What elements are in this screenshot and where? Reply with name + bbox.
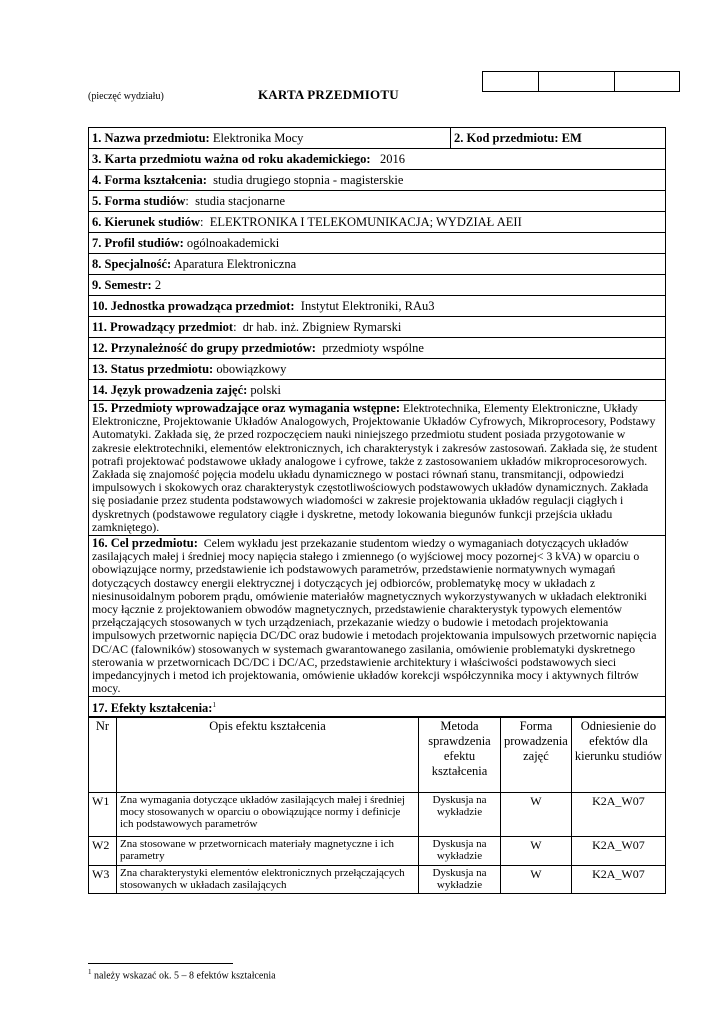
- row-prerequisites: [89, 401, 665, 536]
- page-title: KARTA PRZEDMIOTU: [258, 87, 399, 102]
- outcome-method: Dyskusja na wykładzie: [419, 865, 501, 893]
- outcome-reference: K2A_W07: [571, 836, 665, 865]
- lecturer-label: 11. Prowadzący przedmiot: [92, 320, 234, 334]
- course-goal-text: Celem wykładu jest przekazanie studentom wiedzy o wymaganiach dotyczących układów zasilających małej i średniej mocy napięcia stałego i zmiennego (o wyjściowej mocy pozornej< 3 kVA) w oparciu o obowiązujące normy, przedstawienie ich podstawowych parametrów, przedstawienie normatywnych wymagań dotyczących dostawcy energii elektrycznej i dotyczących jej odbiorców, problematykę mocy w układach z niesinusoidalnym poborem prądu, omówienie materiałów magnetycznych wykorzystywanych w układach elektroniki mocy łącznie z projektowaniem obwodów magnetycznych, przedstawienie charakterystyk typowych elementów przełączających stosowanych w tych urządzeniach, przekazanie wiedzy o budowie i metodach projektowania impulsowych przetwornic napięcia DC/DC oraz budowie i metodach projektowania impulsowych przetwornic napięcia DC/AC (falowników) stosowanych w systemach gwarantowanego zasilania, omówienie problematyki dyskretnego sterowania w przetwornicach DC/DC i DC/AC, przedstawienie architektury i właściwości podstawowych sieci impedancyjnych i metod ich projektowania, omówienie układów korekcji współczynnika mocy i aktywnych filtrów mocy.: [92, 536, 660, 696]
- row-lecturer: [89, 317, 665, 338]
- outcome-form: W: [501, 836, 572, 865]
- row-specialty: [89, 254, 665, 275]
- course-card-table: [88, 127, 666, 894]
- row-course-goal: [89, 536, 665, 697]
- semester-value: 2: [151, 278, 162, 292]
- outcome-description: Zna wymagania dotyczące układów zasilających małej i średniej mocy stosowanych w oparciu o obowiązujące normy i definicje ich podstawowych parametrów: [117, 792, 419, 836]
- prerequisites-text: Elektrotechnika, Elementy Elektroniczne, Układy Elektroniczne, Projektowanie Układów Analogowych, Projektowanie Układów Cyfrowych, Mikroprocesory, Podstawy Automatyki. Zakłada się, że przed rozpoczęciem nauki niniejszego przedmiotu student posiada przygotowanie w zakresie elektrotechniki, elementów elektronicznych, ich charakterystyk i zakresów zastosowań. Zakłada się, że student potrafi projektować podstawowe układy analogowe i cyfrowe, także z zastosowaniem układów mikroprocesorowych. Zakłada się znajomość pojęcia modelu układu dynamicznego w postaci równań stanu, transmitancji, odpowiedzi impulsowych i skokowych oraz charakterystyk częstotliwościowych podstawowych układów dynamicznych. Zakłada się posiadanie przez studenta podstawowych wiadomości w zakresie projektowania układów regulacji ciągłych i dyskretnych (podstawowe regulatory ciągłe i dyskretne, metody lokowania biegunów funkcji przejścia układu zamkniętego).: [92, 401, 658, 534]
- row-language: [89, 380, 665, 401]
- study-profile-label: 7. Profil studiów:: [92, 236, 184, 250]
- course-group-value: przedmioty wspólne: [315, 341, 424, 355]
- faculty-stamp-label: (pieczęć wydziału): [88, 91, 164, 102]
- outcome-nr: W3: [89, 865, 117, 893]
- semester-label: 9. Semestr:: [92, 278, 152, 292]
- specialty-label: 8. Specjalność:: [92, 257, 172, 271]
- field-of-study-value: : ELEKTRONIKA I TELEKOMUNIKACJA; WYDZIAŁ AEII: [200, 215, 522, 229]
- row-study-profile: [89, 233, 665, 254]
- row-semester: [89, 275, 665, 296]
- footnote-separator: [88, 963, 233, 964]
- outcome-nr: W1: [89, 792, 117, 836]
- table-row: [89, 865, 665, 893]
- outcome-form: W: [501, 792, 572, 836]
- study-form-value: : studia stacjonarne: [185, 194, 286, 208]
- valid-year-label: 3. Karta przedmiotu ważna od roku akademickiego:: [92, 152, 371, 166]
- outcome-reference: K2A_W07: [571, 865, 665, 893]
- outcome-form: W: [501, 865, 572, 893]
- course-code-label: 2. Kod przedmiotu: EM: [454, 131, 582, 145]
- course-group-label: 12. Przynależność do grupy przedmiotów:: [92, 341, 316, 355]
- education-form-value: studia drugiego stopnia - magisterskie: [206, 173, 404, 187]
- col-description-header: Opis efektu kształcenia: [117, 717, 419, 792]
- unit-value: Instytut Elektroniki, RAu3: [294, 299, 435, 313]
- row-study-form: [89, 191, 665, 212]
- footnote-text: należy wskazać ok. 5 – 8 efektów kształcenia: [91, 970, 276, 982]
- specialty-value: Aparatura Elektroniczna: [171, 257, 297, 271]
- row-course-name: [89, 128, 665, 149]
- code-box-cell: [539, 72, 615, 91]
- row-course-group: [89, 338, 665, 359]
- code-box: [482, 71, 680, 92]
- course-goal-label: 16. Cel przedmiotu:: [92, 536, 198, 551]
- learning-outcomes-table-wrap: [89, 717, 665, 894]
- unit-label: 10. Jednostka prowadząca przedmiot:: [92, 299, 295, 313]
- code-box-cell: [483, 72, 539, 91]
- education-form-label: 4. Forma kształcenia:: [92, 173, 207, 187]
- learning-outcomes-footnote-mark: 1: [212, 701, 216, 710]
- language-label: 14. Język prowadzenia zajęć:: [92, 383, 248, 397]
- col-form-header: Forma prowadzenia zajęć: [501, 717, 572, 792]
- language-value: polski: [247, 383, 281, 397]
- footnote: [88, 968, 276, 981]
- col-method-header: Metoda sprawdzenia efektu kształcenia: [419, 717, 501, 792]
- course-status-label: 13. Status przedmiotu:: [92, 362, 214, 376]
- row-field-of-study: [89, 212, 665, 233]
- learning-outcomes-label: 17. Efekty kształcenia:: [92, 701, 213, 716]
- outcome-method: Dyskusja na wykładzie: [419, 792, 501, 836]
- learning-outcomes-table: [89, 717, 665, 894]
- course-status-value: obowiązkowy: [213, 362, 287, 376]
- table-row: [89, 836, 665, 865]
- footnote-mark: 1: [88, 968, 92, 976]
- prerequisites-label: 15. Przedmioty wprowadzające oraz wymagania wstępne:: [92, 401, 401, 415]
- course-name-label: 1. Nazwa przedmiotu:: [92, 131, 210, 145]
- valid-year-value: 2016: [370, 152, 405, 166]
- course-name-value: Elektronika Mocy: [209, 131, 304, 145]
- row-valid-year: [89, 149, 665, 170]
- table-row: [89, 792, 665, 836]
- outcome-nr: W2: [89, 836, 117, 865]
- outcome-method: Dyskusja na wykładzie: [419, 836, 501, 865]
- outcome-description: Zna charakterystyki elementów elektronicznych przełączających stosowanych w układach zasilających: [117, 865, 419, 893]
- code-box-cell: [615, 72, 679, 91]
- table-header-row: [89, 717, 665, 792]
- col-reference-header: Odniesienie do efektów dla kierunku studiów: [571, 717, 665, 792]
- lecturer-value: : dr hab. inż. Zbigniew Rymarski: [233, 320, 402, 334]
- outcome-description: Zna stosowane w przetwornicach materiały magnetyczne i ich parametry: [117, 836, 419, 865]
- row-education-form: [89, 170, 665, 191]
- study-profile-value: ogólnoakademicki: [183, 236, 280, 250]
- field-of-study-label: 6. Kierunek studiów: [92, 215, 201, 229]
- study-form-label: 5. Forma studiów: [92, 194, 186, 208]
- col-nr-header: Nr: [89, 717, 117, 792]
- row-course-status: [89, 359, 665, 380]
- row-unit: [89, 296, 665, 317]
- row-learning-outcomes: [89, 697, 665, 716]
- outcome-reference: K2A_W07: [571, 792, 665, 836]
